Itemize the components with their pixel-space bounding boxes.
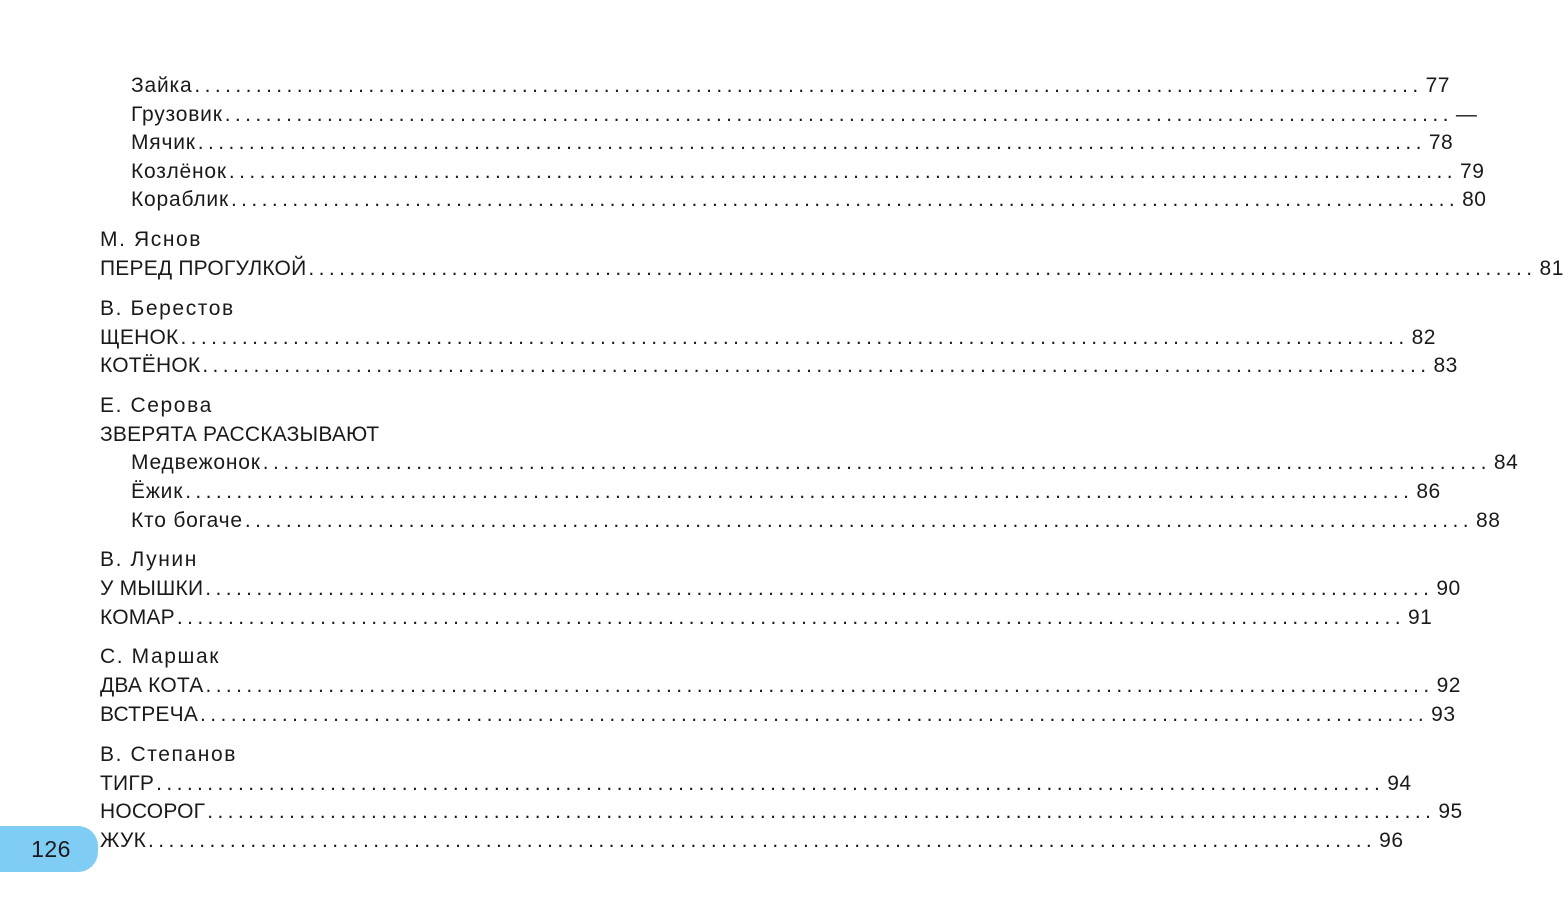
entry-title: ПЕРЕД ПРОГУЛКОЙ [100,256,307,280]
author-name: С. Маршак [100,645,221,669]
toc-section [100,391,1519,535]
dot-leader: ........................................................................................................................ [207,800,1436,824]
entry-page-number: 88 [1476,508,1501,532]
entry-title: Грузовик [131,102,223,126]
dot-leader: ........................................................................................................................ [224,102,1453,126]
entry-title: Мячик [131,131,196,155]
toc-subentry[interactable] [100,507,1501,536]
toc-section [100,740,1463,856]
entry-title: ЖУК [100,828,147,852]
toc-entry[interactable] [100,421,605,450]
author-name: Е. Серова [100,393,213,417]
entry-page-number: 94 [1387,771,1412,795]
toc-subentry[interactable] [100,158,1485,187]
entry-page-number: — [1455,102,1478,126]
toc-section [100,642,1461,729]
entry-page-number: 83 [1433,354,1458,378]
entry-page-number: 86 [1416,479,1441,503]
toc-section [100,225,1564,284]
dot-leader: ........................................................................................................................ [262,451,1491,475]
entry-title: КОМАР [100,605,175,629]
entry-title: ЗВЕРЯТА РАССКАЗЫВАЮТ [100,422,380,446]
toc-section [100,72,1487,215]
author-name: В. Лунин [100,548,198,572]
entry-page-number: 81 [1539,256,1564,280]
author-name: В. Степанов [100,742,237,766]
dot-leader: ........................................................................................................................ [176,605,1405,629]
entry-title: Козлёнок [131,159,227,183]
toc-section [100,294,1458,381]
dot-leader: ........................................................................................................................ [185,479,1414,503]
toc-entry[interactable] [100,827,1404,856]
toc-entry[interactable] [100,672,1461,701]
entry-page-number: 96 [1379,828,1404,852]
entry-title: Зайка [131,74,193,97]
entry-title: У МЫШКИ [100,577,204,601]
entry-page-number: 90 [1436,577,1461,601]
dot-leader: ........................................................................................................................ [180,325,1409,349]
toc-subentry[interactable] [100,72,1450,101]
entry-title: НОСОРОГ [100,800,206,824]
entry-title: ЩЕНОК [100,325,179,349]
entry-page-number: 79 [1460,159,1485,183]
toc-subentry[interactable] [100,186,1487,215]
entry-page-number: 80 [1462,188,1487,212]
page-number: 126 [31,835,71,862]
dot-leader: ........................................................................................................................ [202,354,1431,378]
dot-leader: ........................................................................................................................ [228,159,1458,183]
page-number-tab [0,826,98,872]
toc-entry[interactable] [100,770,1412,799]
author-name: М. Яснов [100,227,203,251]
entry-page-number: 95 [1438,800,1463,824]
entry-title: КОТЁНОК [100,354,201,378]
dot-leader: ........................................................................................................................ [205,577,1434,601]
dot-leader: ........................................................................................................................ [230,188,1460,212]
entry-page-number: 93 [1431,702,1456,726]
entry-page-number: 82 [1411,325,1436,349]
toc-entry[interactable] [100,798,1463,827]
table-of-contents [100,72,1564,865]
toc-entry[interactable] [100,352,1458,381]
entry-title: ДВА КОТА [100,674,204,698]
dot-leader: ........................................................................................................................ [194,74,1423,97]
dot-leader: ........................................................................................................................ [148,828,1377,852]
entry-page-number: 77 [1425,74,1450,97]
dot-leader: ........................................................................................................................ [308,256,1537,280]
toc-entry[interactable] [100,255,1564,284]
toc-subentry[interactable] [100,478,1441,507]
entry-title: Медвежонок [131,451,261,475]
dot-leader: ........................................................................................................................ [197,131,1426,155]
dot-leader: ........................................................................................................................ [244,508,1474,532]
toc-subentry[interactable] [100,129,1454,158]
toc-subentry[interactable] [100,449,1519,478]
toc-entry[interactable] [100,604,1433,633]
entry-page-number: 91 [1407,605,1433,629]
entry-title: Кто богаче [131,508,243,532]
toc-entry[interactable] [100,324,1436,353]
toc-entry[interactable] [100,701,1456,730]
author-name: В. Берестов [100,296,235,320]
dot-leader: ........................................................................................................................ [156,771,1385,795]
toc-subentry[interactable] [100,101,1478,130]
toc-section [100,545,1461,632]
entry-page-number: 78 [1428,131,1454,155]
entry-title: ТИГР [100,771,155,795]
entry-title: Кораблик [131,188,229,212]
entry-page-number: 84 [1493,451,1519,475]
entry-page-number: 92 [1436,674,1461,698]
entry-title: Ёжик [131,479,184,503]
dot-leader: ........................................................................................................................ [205,674,1434,698]
entry-title: ВСТРЕЧА [100,702,199,726]
dot-leader: ........................................................................................................................ [200,702,1429,726]
toc-entry[interactable] [100,575,1461,604]
